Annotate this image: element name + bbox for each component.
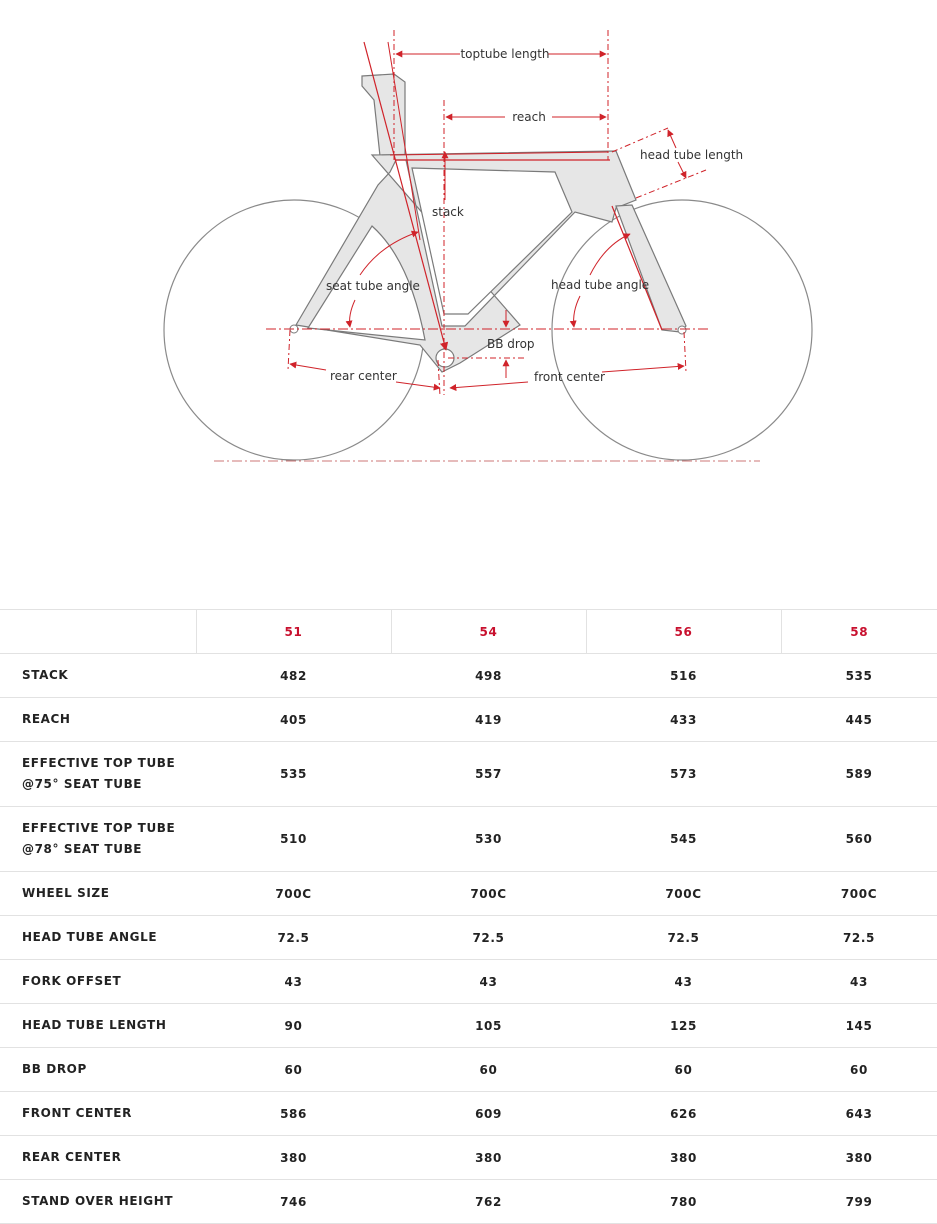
cell-value: 60 bbox=[781, 1048, 937, 1092]
geometry-svg bbox=[0, 0, 937, 520]
cell-value: 72.5 bbox=[196, 916, 391, 960]
row-label bbox=[0, 742, 196, 807]
size-header-row bbox=[0, 610, 937, 654]
cell-value: 545 bbox=[586, 807, 781, 872]
cell-value: 43 bbox=[196, 960, 391, 1004]
label-reach: reach bbox=[512, 110, 546, 124]
table-row bbox=[0, 654, 937, 698]
fork bbox=[616, 205, 686, 332]
cell-value: 557 bbox=[391, 742, 586, 807]
cell-value: 72.5 bbox=[586, 916, 781, 960]
cell-value: 72.5 bbox=[391, 916, 586, 960]
table-row bbox=[0, 872, 937, 916]
size-header: 56 bbox=[586, 610, 781, 654]
table-row bbox=[0, 1136, 937, 1180]
cell-value: 799 bbox=[781, 1180, 937, 1224]
cell-value: 700C bbox=[196, 872, 391, 916]
table-row bbox=[0, 742, 937, 807]
cell-value: 535 bbox=[781, 654, 937, 698]
front-dropout bbox=[678, 326, 686, 334]
label-rear-center: rear center bbox=[330, 369, 397, 383]
cell-value: 700C bbox=[781, 872, 937, 916]
cell-value: 589 bbox=[781, 742, 937, 807]
row-label: FORK OFFSET bbox=[0, 960, 196, 1004]
row-label: HEAD TUBE ANGLE bbox=[0, 916, 196, 960]
table-row bbox=[0, 698, 937, 742]
cell-value: 498 bbox=[391, 654, 586, 698]
cell-value: 433 bbox=[586, 698, 781, 742]
cell-value: 43 bbox=[391, 960, 586, 1004]
cell-value: 43 bbox=[586, 960, 781, 1004]
cell-value: 145 bbox=[781, 1004, 937, 1048]
table-row bbox=[0, 916, 937, 960]
header-corner bbox=[0, 610, 196, 654]
row-label: WHEEL SIZE bbox=[0, 872, 196, 916]
cell-value: 380 bbox=[781, 1136, 937, 1180]
row-label: BB DROP bbox=[0, 1048, 196, 1092]
table-row bbox=[0, 1092, 937, 1136]
row-label-line1: EFFECTIVE TOP TUBE bbox=[22, 821, 176, 835]
cell-value: 700C bbox=[586, 872, 781, 916]
size-header: 58 bbox=[781, 610, 937, 654]
cell-value: 60 bbox=[586, 1048, 781, 1092]
table-row bbox=[0, 1004, 937, 1048]
cell-value: 380 bbox=[586, 1136, 781, 1180]
cell-value: 780 bbox=[586, 1180, 781, 1224]
cell-value: 510 bbox=[196, 807, 391, 872]
row-label: STAND OVER HEIGHT bbox=[0, 1180, 196, 1224]
row-label-line1: EFFECTIVE TOP TUBE bbox=[22, 756, 176, 770]
label-bb-drop: BB drop bbox=[487, 337, 535, 351]
cell-value: 573 bbox=[586, 742, 781, 807]
cell-value: 90 bbox=[196, 1004, 391, 1048]
cell-value: 419 bbox=[391, 698, 586, 742]
cell-value: 643 bbox=[781, 1092, 937, 1136]
cell-value: 516 bbox=[586, 654, 781, 698]
label-head-tube-angle: head tube angle bbox=[551, 278, 650, 292]
cell-value: 626 bbox=[586, 1092, 781, 1136]
cell-value: 72.5 bbox=[781, 916, 937, 960]
bike-geometry-diagram bbox=[0, 0, 937, 520]
row-label bbox=[0, 807, 196, 872]
table-row bbox=[0, 960, 937, 1004]
table-row bbox=[0, 1048, 937, 1092]
size-header: 54 bbox=[391, 610, 586, 654]
cell-value: 560 bbox=[781, 807, 937, 872]
row-label: REAR CENTER bbox=[0, 1136, 196, 1180]
cell-value: 405 bbox=[196, 698, 391, 742]
cell-value: 43 bbox=[781, 960, 937, 1004]
row-label: REACH bbox=[0, 698, 196, 742]
cell-value: 445 bbox=[781, 698, 937, 742]
row-label-line2: @75° SEAT TUBE bbox=[22, 777, 143, 791]
cell-value: 105 bbox=[391, 1004, 586, 1048]
cell-value: 746 bbox=[196, 1180, 391, 1224]
label-stack: stack bbox=[432, 205, 464, 219]
cell-value: 609 bbox=[391, 1092, 586, 1136]
label-front-center: front center bbox=[534, 370, 605, 384]
label-toptube-length: toptube length bbox=[460, 47, 550, 61]
table-row bbox=[0, 807, 937, 872]
label-seat-tube-angle: seat tube angle bbox=[326, 279, 420, 293]
cell-value: 700C bbox=[391, 872, 586, 916]
row-label: HEAD TUBE LENGTH bbox=[0, 1004, 196, 1048]
cell-value: 380 bbox=[391, 1136, 586, 1180]
label-head-tube-length: head tube length bbox=[640, 148, 744, 162]
cell-value: 125 bbox=[586, 1004, 781, 1048]
cell-value: 535 bbox=[196, 742, 391, 807]
cell-value: 60 bbox=[391, 1048, 586, 1092]
geometry-table bbox=[0, 609, 937, 1224]
size-header: 51 bbox=[196, 610, 391, 654]
row-label-line2: @78° SEAT TUBE bbox=[22, 842, 143, 856]
cell-value: 586 bbox=[196, 1092, 391, 1136]
cell-value: 482 bbox=[196, 654, 391, 698]
row-label: STACK bbox=[0, 654, 196, 698]
row-label: FRONT CENTER bbox=[0, 1092, 196, 1136]
table-row bbox=[0, 1180, 937, 1224]
cell-value: 530 bbox=[391, 807, 586, 872]
cell-value: 60 bbox=[196, 1048, 391, 1092]
cell-value: 762 bbox=[391, 1180, 586, 1224]
cell-value: 380 bbox=[196, 1136, 391, 1180]
